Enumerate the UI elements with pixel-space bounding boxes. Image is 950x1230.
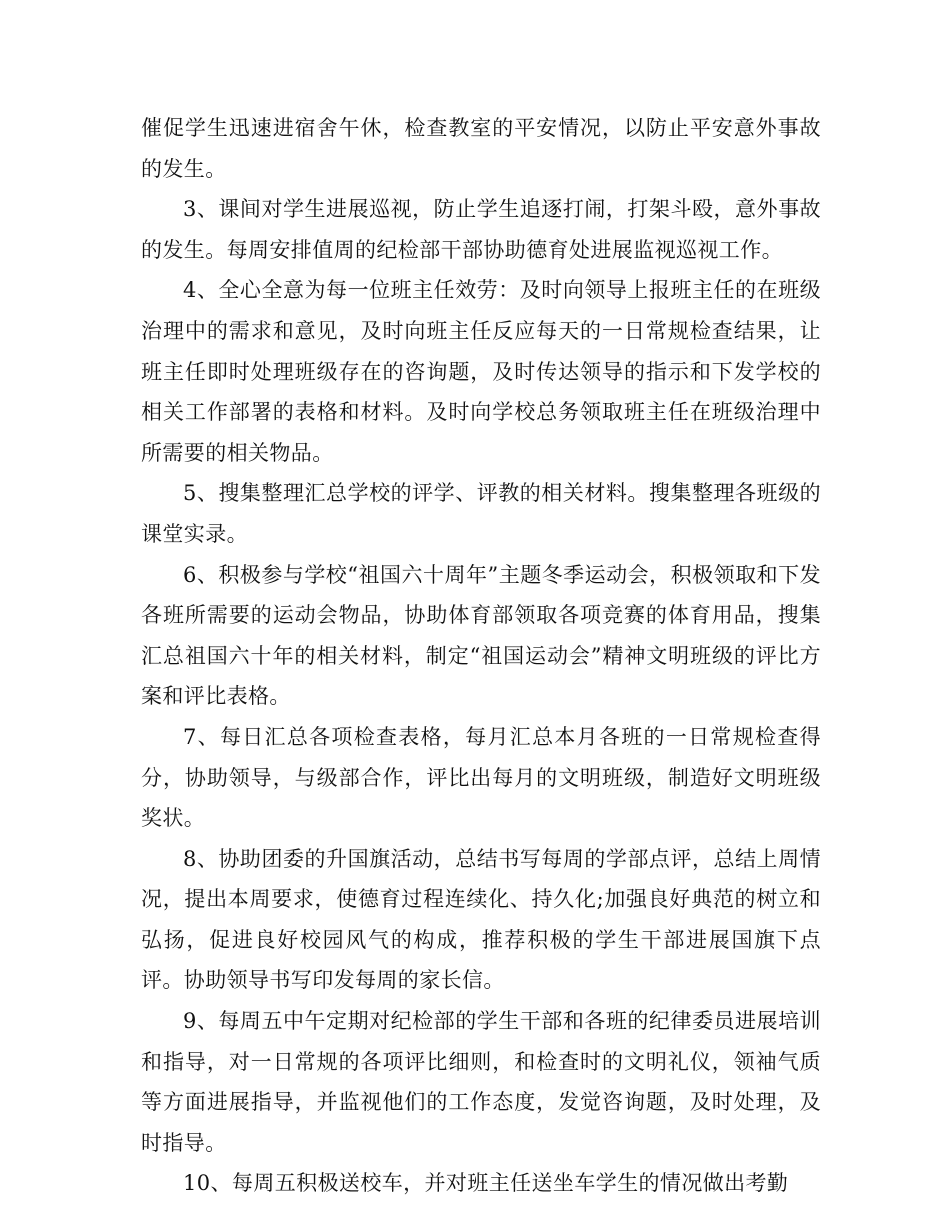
paragraph-8: 9、每周五中午定期对纪检部的学生干部和各班的纪律委员进展培训和指导，对一日常规的各项评比细则，和检查时的文明礼仪，领袖气质等方面进展指导，并监视他们的工作态度，发觉咨询题，及时处理，及时指导。 bbox=[141, 1009, 821, 1155]
paragraph-3: 4、全心全意为每一位班主任效劳：及时向领导上报班主任的在班级治理中的需求和意见，及时向班主任反应每天的一日常规检查结果，让班主任即时处理班级存在的咨询题，及时传达领导的指示和下发学校的相关工作部署的表格和材料。及时向学校总务领取班主任在班级治理中所需要的相关物品。 bbox=[141, 278, 821, 465]
paragraph-5: 6、积极参与学校“祖国六十周年”主题冬季运动会，积极领取和下发各班所需要的运动会物品，协助体育部领取各项竞赛的体育用品，搜集汇总祖国六十年的相关材料，制定“祖国运动会”精神文明班级的评比方案和评比表格。 bbox=[141, 562, 821, 709]
paragraph-2: 3、课间对学生进展巡视，防止学生追逐打闹，打架斗殴，意外事故的发生。每周安排值周的纪检部干部协助德育处进展监视巡视工作。 bbox=[141, 197, 821, 262]
paragraph-6: 7、每日汇总各项检查表格，每月汇总本月各班的一日常规检查得分，协助领导，与级部合作，评比出每月的文明班级，制造好文明班级奖状。 bbox=[141, 724, 821, 831]
paragraph-9: 10、每周五积极送校车，并对班主任送坐车学生的情况做出考勤 bbox=[183, 1171, 789, 1196]
paragraph-4: 5、搜集整理汇总学校的评学、评教的相关材料。搜集整理各班级的课堂实录。 bbox=[141, 481, 821, 546]
paragraph-7: 8、协助团委的升国旗活动，总结书写每周的学部点评，总结上周情况，提出本周要求，使德育过程连续化、持久化;加强良好典范的树立和弘扬，促进良好校园风气的构成，推荐积极的学生干部进展国旗下点评。协助领导书写印发每周的家长信。 bbox=[141, 846, 821, 993]
document-body bbox=[141, 108, 821, 1204]
paragraph-1: 催促学生迅速进宿舍午休，检查教室的平安情况，以防止平安意外事故的发生。 bbox=[141, 116, 821, 181]
